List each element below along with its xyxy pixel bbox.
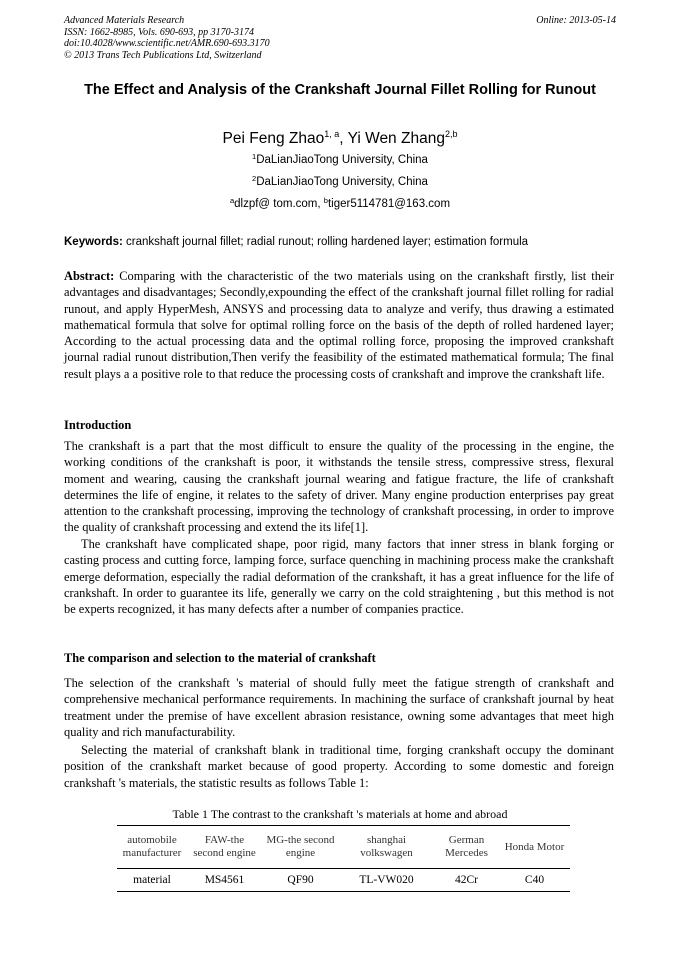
- journal-name: Advanced Materials Research: [64, 15, 185, 26]
- table-cell: 42Cr: [434, 869, 499, 892]
- author-1-sup: 1, a: [324, 129, 340, 139]
- table-header-cell: Honda Motor: [499, 826, 570, 869]
- author-2: Yi Wen Zhang: [347, 130, 445, 147]
- email-line: [64, 193, 616, 212]
- author-separator: ,: [339, 130, 348, 147]
- running-header: [64, 15, 616, 61]
- table-cell: MS4561: [187, 869, 262, 892]
- email-a-sup: a: [229, 196, 235, 205]
- paper-title: The Effect and Analysis of the Crankshaft Journal Fillet Rolling for Runout: [84, 82, 596, 98]
- issn-line: ISSN: 1662-8985, Vols. 690-693, pp 3170-3174: [64, 26, 254, 38]
- table-row: [117, 869, 570, 892]
- introduction-paragraph-2: The crankshaft have complicated shape, poor rigid, many factors that inner stress in blank forging or casting process and cutting force, lamping force, surface quenching in machining process make the crankshaft emerge deformation, especially the radial deformation of the crankshaft, it has a great influence for the life of crankshaft. In order to guarantee its life, generally we carry on the cold straightening , but this method is not be experts recognized, it has many defects after a number of companies practice.: [64, 537, 614, 617]
- affiliation-2-text: DaLianJiaoTong University, China: [256, 176, 428, 188]
- abstract-paragraph: [64, 268, 614, 382]
- email-b-sup: b: [323, 196, 328, 205]
- copyright-line: © 2013 Trans Tech Publications Ltd, Switzerland: [64, 49, 262, 61]
- table-header-row: [117, 826, 570, 869]
- email-a[interactable]: dlzpf@ tom.com,: [234, 198, 324, 210]
- table-1-caption: Table 1 The contrast to the crankshaft 's materials at home and abroad: [172, 807, 508, 821]
- keywords-label: Keywords:: [64, 236, 123, 248]
- email-b[interactable]: tiger5114781@163.com: [327, 198, 451, 210]
- keywords-text: crankshaft journal fillet; radial runout; rolling hardened layer; estimation formula: [122, 236, 529, 248]
- abstract-label: Abstract:: [64, 269, 115, 283]
- table-header-cell: MG-the second engine: [262, 826, 339, 869]
- table-header-cell: automobile manufacturer: [117, 826, 187, 869]
- abstract-text: Comparing with the characteristic of the two materials using on the crankshaft firstly, list their advantages and disadvantages; Secondly,expounding the effect of the crankshaft journal fillet rolling for radial runout, and apply HyperMesh, ANSYS and processing data to analyze and verify, thus drawing a estimated mathematical formula that solve for optimal rolling force on the basis of the depth of rolled hardened layer; According to the actual processing data and the optimal rolling force, proposing the improved crankshaft journal radial runout distribution,Then verify the feasibility of the estimated mathematical formula; The final result plays a a positive role to that reduce the processing costs of crankshaft and improve the crankshaft life.: [64, 269, 614, 381]
- online-date: Online: 2013-05-14: [536, 15, 616, 26]
- comparison-paragraph-1: The selection of the crankshaft 's material of should fully meet the fatigue strength of crankshaft and comprehensive mechanical performance requirements. In machining the surface of crankshaft journal by heat treatment under the premise of have excellent abrasion resistance, owning some advantages that meet high quality and rich manufacturability.: [64, 676, 614, 739]
- table-header-cell: FAW-the second engine: [187, 826, 262, 869]
- keywords: [64, 235, 624, 250]
- introduction-paragraph-1: The crankshaft is a part that the most difficult to ensure the quality of the processing in the engine, the working conditions of the crankshaft is poor, it withstands the tensile stress, compressive stress, flexural moment and wearing, causing the crankshaft journal wearing and fatigue fracture, the life of crankshaft determines the life of engine, it relates to the safety of driver. Many engine production enterprises pay great attention to the crankshaft processing, improving the technology of crankshaft processing, in order to improve the quality of crankshaft processing and extend the its life[1].: [64, 439, 614, 535]
- table-cell: TL-VW020: [339, 869, 434, 892]
- comparison-paragraph-2: Selecting the material of crankshaft blank in traditional time, forging crankshaft occupy the dominant position of the crankshaft market because of good property. According to some domestic and foreign crankshaft 's materials, the statistic results as follows Table 1:: [64, 743, 614, 790]
- table-header-cell: German Mercedes: [434, 826, 499, 869]
- table-header-cell: shanghai volkswagen: [339, 826, 434, 869]
- table-cell: C40: [499, 869, 570, 892]
- affiliation-2-sup: 2: [252, 174, 257, 183]
- comparison-heading: The comparison and selection to the material of crankshaft: [64, 651, 376, 665]
- affiliation-1: [64, 149, 616, 168]
- author-1: Pei Feng Zhao: [222, 130, 325, 147]
- author-line: [64, 124, 616, 149]
- affiliation-1-sup: 1: [252, 152, 257, 161]
- introduction-heading: Introduction: [64, 418, 132, 432]
- affiliation-2: [64, 171, 616, 190]
- table-cell: material: [117, 869, 187, 892]
- doi-line[interactable]: doi:10.4028/www.scientific.net/AMR.690-693.3170: [64, 38, 270, 49]
- table-cell: QF90: [262, 869, 339, 892]
- author-2-sup: 2,b: [444, 129, 458, 139]
- table-1: [117, 825, 570, 892]
- affiliation-1-text: DaLianJiaoTong University, China: [256, 154, 428, 166]
